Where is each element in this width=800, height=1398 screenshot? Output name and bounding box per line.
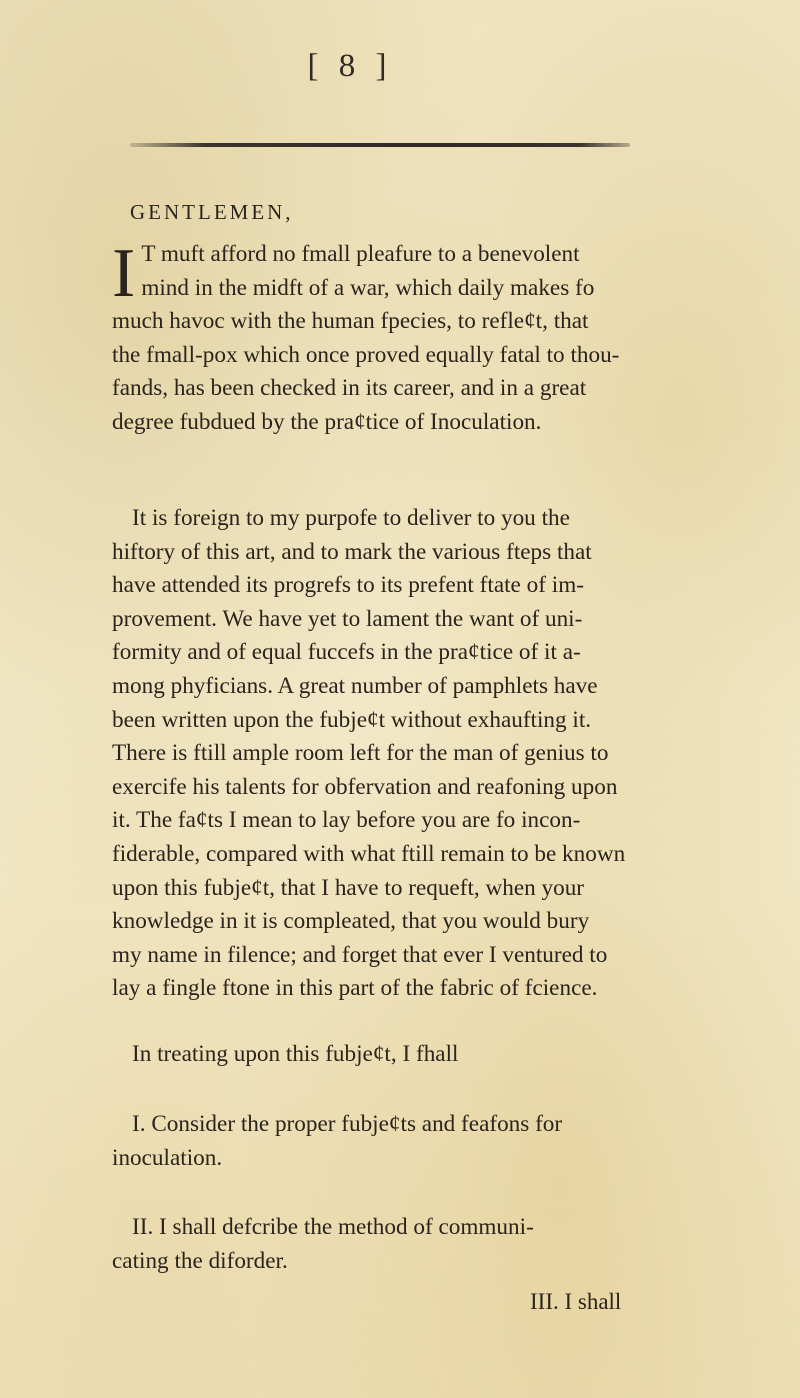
text-line: have attended its progrefs to its prefent ftate of im- [112, 572, 584, 599]
catchword: III. I shall [530, 1289, 622, 1314]
text-line: cating the diforder. [112, 1247, 288, 1274]
text-line: fiderable, compared with what ftill remain to be known [112, 840, 626, 867]
paragraph-purpose [112, 502, 692, 1006]
text-line: There is ftill ample room left for the man of genius to [112, 740, 609, 767]
text-line: much havoc with the human fpecies, to refleȼt, that [112, 308, 589, 335]
text-line: II. I shall defcribe the method of communi- [132, 1214, 534, 1240]
page-number: [ 8 ] [307, 48, 393, 84]
salutation: GENTLEMEN, [130, 200, 294, 224]
text-line: lay a fingle ftone in this part of the fabric of fcience. [112, 975, 598, 1002]
text-line: fands, has been checked in its career, and in a great [112, 375, 587, 402]
text-line: my name in filence; and forget that ever I ventured to [112, 941, 608, 968]
drop-cap: I [112, 235, 136, 312]
paragraph-treating [112, 1038, 692, 1072]
text-line: inoculation. [112, 1144, 223, 1171]
text-line: It is foreign to my purpofe to deliver to you the [132, 505, 570, 531]
text-line: it. The faȼts I mean to lay before you are fo incon- [112, 807, 581, 834]
text-line: I. Consider the proper fubjeȼts and feafons for [132, 1111, 563, 1137]
text-line: been written upon the fubjeȼt without exhaufting it. [112, 706, 592, 733]
text-line: knowledge in it is compleated, that you would bury [112, 908, 590, 935]
text-line: hiftory of this art, and to mark the various fteps that [112, 538, 592, 565]
list-item-1 [112, 1108, 692, 1175]
text-line: upon this fubjeȼt, that I have to requeft, when your [112, 874, 585, 901]
text-line: exercife his talents for obfervation and reafoning upon [112, 773, 618, 800]
list-item-2 [112, 1211, 692, 1278]
text-line: mind in the midft of a war, which daily makes fo [141, 274, 595, 301]
text-line: T muft afford no fmall pleafure to a benevolent [141, 241, 580, 267]
header-rule [130, 143, 630, 147]
text-line: formity and of equal fuccefs in the praȼtice of it a- [112, 639, 581, 666]
text-line: In treating upon this fubjeȼt, I fhall [132, 1041, 459, 1067]
text-line: degree fubdued by the praȼtice of Inoculation. [112, 408, 542, 435]
text-line: the fmall-pox which once proved equally fatal to thou- [112, 341, 620, 368]
text-line: provement. We have yet to lament the want of uni- [112, 605, 583, 632]
text-line: mong phyficians. A great number of pamphlets have [112, 672, 598, 699]
paragraph-intro [112, 235, 692, 440]
